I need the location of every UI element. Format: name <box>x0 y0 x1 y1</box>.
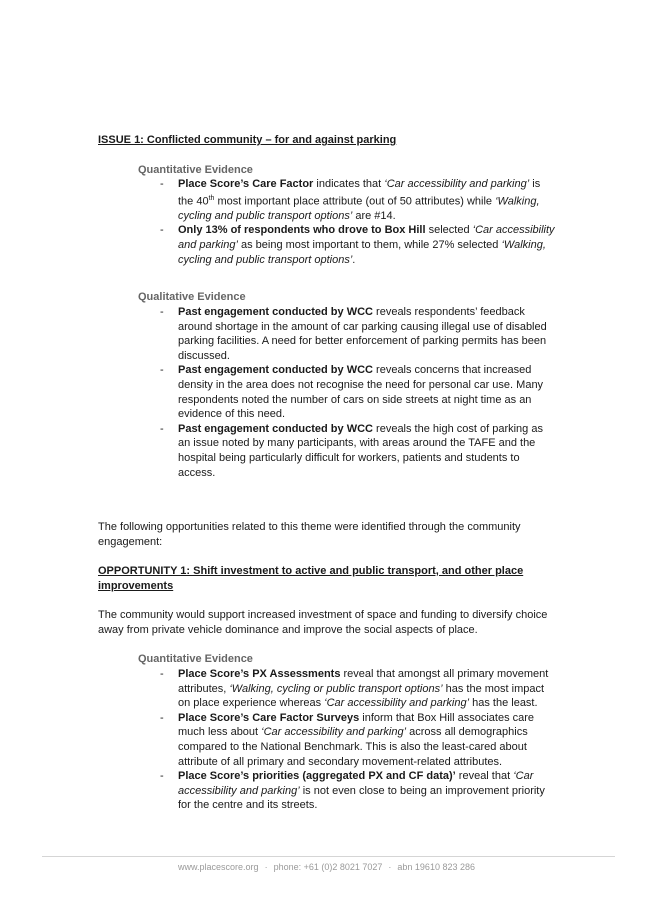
opportunity-intro: The community would support increased investment of space and funding to diversify choice away from private vehicle dominance and improve the social aspects of place. <box>98 609 548 636</box>
issue-qualitative-list <box>160 305 555 480</box>
quantitative-evidence-label: Quantitative Evidence <box>138 164 253 176</box>
issue-quantitative-list <box>160 177 555 267</box>
opportunity-heading: OPPORTUNITY 1: Shift investment to active and public transport, and other place improvements <box>98 565 524 592</box>
page-footer: www.placescore.org · phone: +61 (0)2 8021 7027 · abn 19610 823 286 <box>178 862 475 872</box>
footer-phone: phone: +61 (0)2 8021 7027 <box>273 862 383 872</box>
list-item: - Only 13% of respondents who drove to Box Hill selected ‘Car accessibility and parking’ as being most important to them, while 27% selected ‘Walking, cycling and public transport options’. <box>160 224 555 266</box>
list-item: - Past engagement conducted by WCC reveals the high cost of parking as an issue noted by many participants, with areas around the TAFE and the hospital being particularly difficult for workers, patients and students to access. <box>160 422 543 479</box>
issue-heading: ISSUE 1: Conflicted community – for and against parking <box>98 134 397 146</box>
list-item: - Place Score’s Care Factor indicates that ‘Car accessibility and parking’ is the 40th most important place attribute (out of 50 attributes) while ‘Walking, cycling and public transport options’ are #14. <box>160 178 541 222</box>
list-item: - Place Score’s PX Assessments reveal that amongst all primary movement attributes, ‘Walking, cycling or public transport options’ has the most impact on place experience whereas ‘Car accessibility and parking’ has the least. <box>160 668 549 710</box>
transition-paragraph: The following opportunities related to this theme were identified through the community engagement: <box>98 521 521 548</box>
footer-abn: abn 19610 823 286 <box>397 862 475 872</box>
list-item: - Past engagement conducted by WCC reveals concerns that increased density in the area does not recognise the need for personal car use. Many respondents noted the number of cars on side streets at night time as an evidence of this need. <box>160 364 544 421</box>
list-item: - Past engagement conducted by WCC reveals respondents’ feedback around shortage in the amount of car parking causing illegal use of disabled parking facilities. A need for better enforcement of parking permits has been discussed. <box>160 306 547 362</box>
list-item: - Place Score’s Care Factor Surveys inform that Box Hill associates care much less about ‘Car accessibility and parking’ across all demographics compared to the National Benchmark. This is also the least-cared about attribute of all primary and secondary movement-related attributes. <box>160 711 535 768</box>
footer-divider <box>42 856 615 857</box>
qualitative-evidence-label: Qualitative Evidence <box>138 291 246 303</box>
list-item: - Place Score’s priorities (aggregated PX and CF data)’ reveal that ‘Car accessibility and parking’ is not even close to being an improvement priority for the centre and its streets. <box>160 770 545 812</box>
quantitative-evidence-label: Quantitative Evidence <box>138 653 253 665</box>
opportunity-quantitative-list <box>160 667 555 813</box>
footer-website[interactable]: www.placescore.org <box>178 862 259 872</box>
